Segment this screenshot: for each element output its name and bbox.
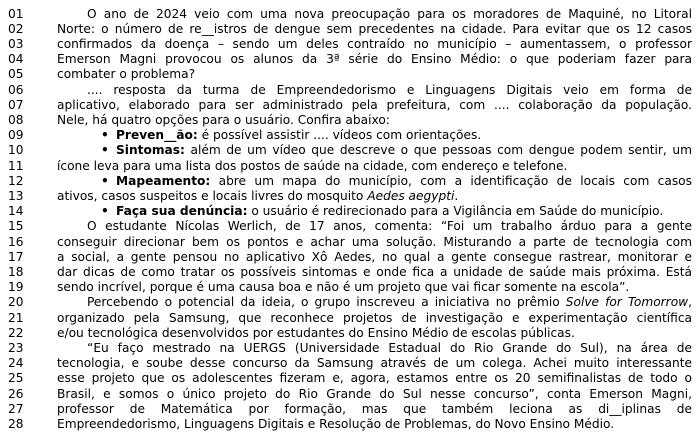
text-run: aplicativo, elaborado para ser administrado pela prefeitura, com .... colaboração da população.: [57, 97, 692, 112]
text-run: .... resposta da turma de Empreendedorismo e Linguagens Digitais veio em forma de: [87, 82, 692, 97]
text-line: [0, 67, 699, 82]
text-line: [0, 265, 699, 280]
line-number: 16: [8, 234, 24, 249]
line-number: 25: [8, 371, 24, 386]
text-run: a social, a gente pensou no aplicativo Xô Aedes, no qual a gente consegue rastrear, monitorar e: [57, 249, 692, 264]
line-number: 23: [8, 340, 24, 355]
line-number: 01: [8, 6, 24, 21]
line-number: 03: [8, 36, 24, 51]
text-line: [0, 295, 699, 310]
line-text: [57, 113, 692, 128]
line-text: [57, 219, 692, 234]
line-text: [57, 7, 692, 22]
line-number: 18: [8, 264, 24, 279]
line-number: 05: [8, 67, 24, 82]
line-text: [57, 341, 692, 356]
text-run: conseguir direcionar bem os pontos e achar uma solução. Misturando a parte de tecnologia com: [57, 234, 692, 249]
text-run: .: [454, 188, 459, 203]
line-number: 02: [8, 21, 24, 36]
text-run: abre um mapa do município, com a identificação de locais com casos: [210, 173, 692, 188]
text-run: dar dicas de como tratar os possíveis sintomas e onde fica a unidade de saúde mais próxima. Está: [57, 264, 692, 279]
text-line: [0, 250, 699, 265]
text-run: e/ou tecnológica desenvolvidos por estudantes do Ensino Médio de escolas públicas.: [57, 325, 575, 340]
text-line: [0, 417, 699, 432]
text-line: [0, 128, 699, 143]
line-text: [57, 417, 692, 432]
text-line: [0, 83, 699, 98]
text-run: ativos, casos suspeitos e locais livres do mosquito: [57, 188, 368, 203]
line-number: 22: [8, 325, 24, 340]
text-line: [0, 235, 699, 250]
line-text: [57, 159, 692, 174]
bold-term: Faça sua denúncia:: [116, 204, 248, 219]
line-text: [57, 387, 692, 402]
line-text: [57, 83, 692, 98]
text-line: [0, 341, 699, 356]
text-line: [0, 98, 699, 113]
text-line: [0, 204, 699, 219]
line-number: 08: [8, 112, 24, 127]
text-run: “Eu faço mestrado na UERGS (Universidade Estadual do Rio Grande do Sul), na área de: [87, 340, 692, 355]
line-text: [116, 204, 692, 219]
text-line: [0, 52, 699, 67]
line-number: 07: [8, 97, 24, 112]
bold-term: Sintomas:: [116, 143, 185, 158]
italic-term: Aedes aegypti: [367, 188, 455, 203]
line-text: [116, 174, 692, 189]
text-run: Empreendedorismo, Linguagens Digitais e Resolução de Problemas, do Novo Ensino Médio.: [57, 416, 615, 431]
line-number: 20: [8, 295, 24, 310]
line-text: [57, 280, 692, 295]
text-line: [0, 159, 699, 174]
line-number: 09: [8, 128, 24, 143]
line-text: [57, 67, 692, 82]
line-text: [57, 295, 692, 310]
text-line: [0, 189, 699, 204]
line-number: 15: [8, 219, 24, 234]
line-text: [57, 265, 692, 280]
text-run: ,: [688, 295, 692, 310]
text-line: [0, 402, 699, 417]
text-line: [0, 387, 699, 402]
italic-term: Solve for Tomorrow: [565, 295, 689, 310]
text-run: organizado pela Samsung, que reconhece projetos de investigação e experimentação científica: [57, 310, 692, 325]
text-run: O ano de 2024 veio com uma nova preocupação para os moradores de Maquiné, no Litoral: [87, 6, 692, 21]
line-number: 27: [8, 401, 24, 416]
text-line: [0, 311, 699, 326]
line-text: [116, 143, 692, 158]
line-number: 28: [8, 416, 24, 431]
line-text: [57, 189, 692, 204]
text-line: [0, 219, 699, 234]
text-run: o usuário é redirecionado para a Vigilância em Saúde do município.: [247, 204, 664, 219]
text-run: Brasil, e somos o único projeto do Rio Grande do Sul nesse concurso”, conta Emerson Magni,: [57, 386, 692, 401]
text-line: [0, 143, 699, 158]
bullet-icon: •: [101, 143, 109, 158]
text-run: é possível assistir .... vídeos com orientações.: [197, 128, 482, 143]
line-text: [57, 371, 692, 386]
line-number: 14: [8, 204, 24, 219]
line-number: 04: [8, 52, 24, 67]
line-text: [57, 402, 692, 417]
bullet-icon: •: [101, 128, 109, 143]
line-text: [57, 235, 692, 250]
text-run: ícone leva para uma lista dos postos de saúde na cidade, com endereço e telefone.: [57, 158, 568, 173]
line-text: [57, 37, 692, 52]
line-number: 26: [8, 386, 24, 401]
line-text: [116, 128, 692, 143]
line-text: [57, 326, 692, 341]
text-run: Percebendo o potencial da ideia, o grupo inscreveu a iniciativa no prêmio: [87, 295, 566, 310]
text-line: [0, 37, 699, 52]
text-line: [0, 326, 699, 341]
text-run: Emerson Magni provocou os alunos da 3ª série do Ensino Médio: o que poderiam fazer para: [57, 52, 692, 67]
line-number: 21: [8, 310, 24, 325]
text-run: O estudante Nícolas Werlich, de 17 anos, comenta: “Foi um trabalho árduo para a gente: [87, 219, 692, 234]
line-number: 10: [8, 143, 24, 158]
text-run: esse projeto que os adolescentes fizeram e, agora, estamos entre os 20 semifinalistas de todo o: [57, 371, 692, 386]
text-line: [0, 22, 699, 37]
text-line: [0, 7, 699, 22]
text-run: Norte: o número de re__istros de dengue sem precedentes na cidade. Para evitar que os 12 casos: [57, 21, 692, 36]
line-number: 17: [8, 249, 24, 264]
text-run: além de um vídeo que descreve o que pessoas com dengue podem sentir, um: [184, 143, 692, 158]
line-number: 19: [8, 280, 24, 295]
text-run: Nele, há quatro opções para o usuário. Confira abaixo:: [57, 112, 390, 127]
text-line: [0, 280, 699, 295]
line-number: 13: [8, 188, 24, 203]
text-run: tecnologia, e soube desse concurso da Samsung através de um colega. Achei muito interessante: [57, 356, 692, 371]
line-text: [57, 250, 692, 265]
line-number: 12: [8, 173, 24, 188]
text-run: sendo incrível, porque é uma causa boa e não é um projeto que vai ficar somente na escola”.: [57, 280, 630, 295]
text-line: [0, 371, 699, 386]
line-number: 24: [8, 356, 24, 371]
text-line: [0, 174, 699, 189]
line-text: [57, 22, 692, 37]
bullet-icon: •: [101, 173, 109, 188]
line-text: [57, 52, 692, 67]
bold-term: Preven__ão:: [116, 128, 198, 143]
line-text: [57, 311, 692, 326]
line-text: [57, 356, 692, 371]
line-number: 11: [8, 158, 24, 173]
text-line: [0, 113, 699, 128]
text-run: confirmados da doença – sendo um deles contraído no município – aumentassem, o professor: [57, 36, 692, 51]
bullet-icon: •: [101, 204, 109, 219]
text-run: professor de Matemática por formação, mas que também leciona as di__iplinas de: [57, 401, 692, 416]
text-line: [0, 356, 699, 371]
line-text: [57, 98, 692, 113]
line-number: 06: [8, 82, 24, 97]
bold-term: Mapeamento:: [116, 173, 211, 188]
text-run: combater o problema?: [57, 67, 196, 82]
